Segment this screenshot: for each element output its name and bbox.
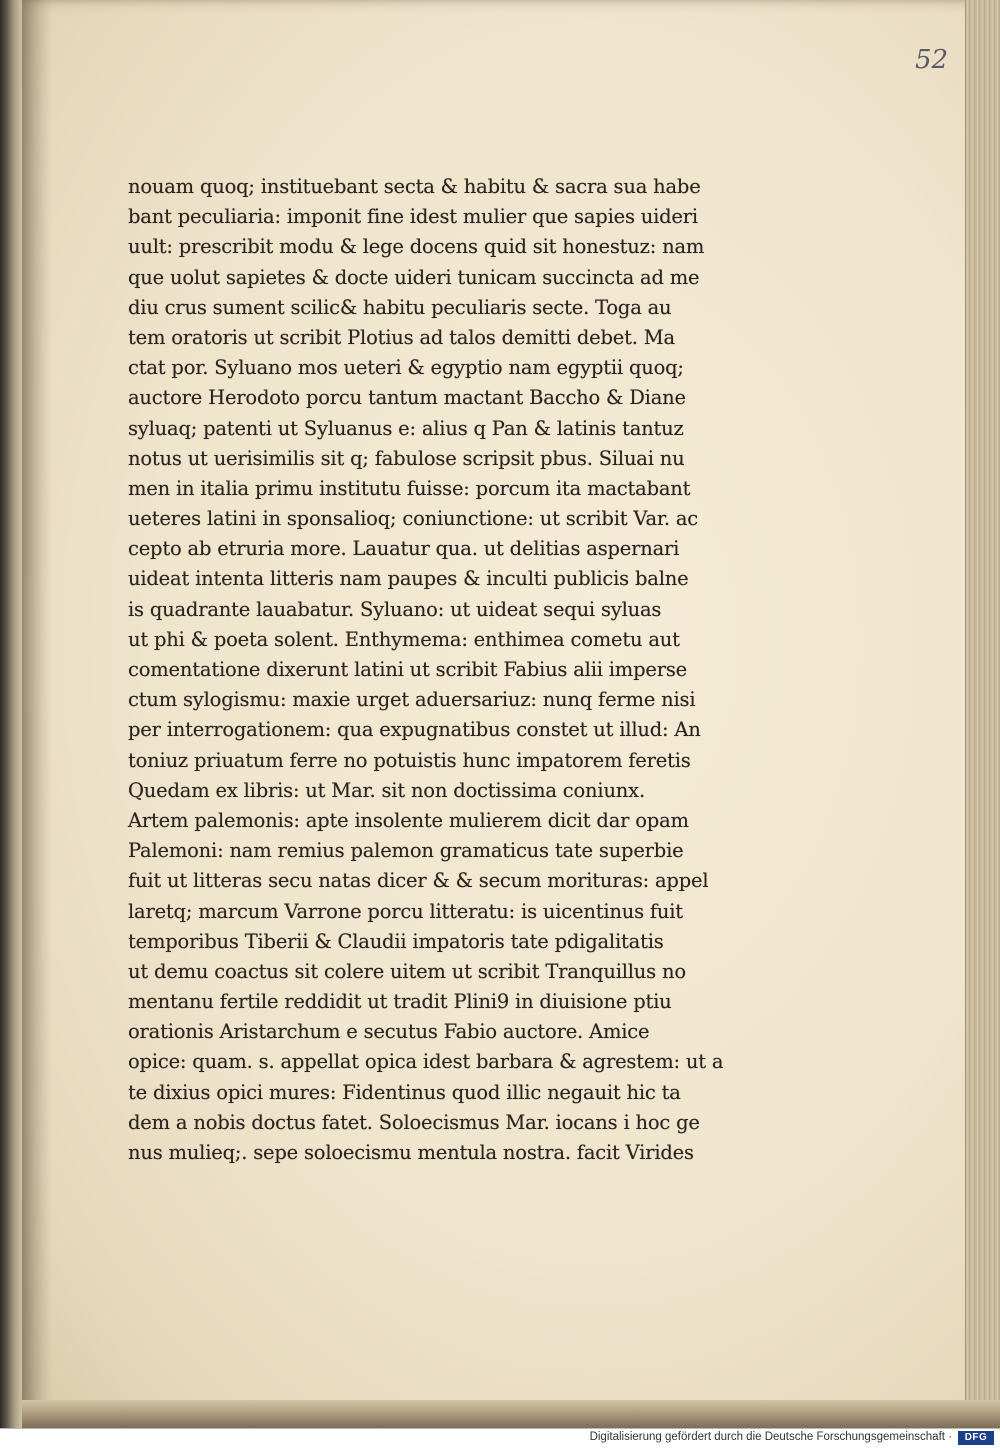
text-line: men in italia primu institutu fuisse: porcum ita mactabant	[128, 476, 691, 500]
text-line: que uolut sapietes & docte uideri tunicam succincta ad me	[128, 265, 700, 289]
dfg-logo-icon: DFG	[958, 1431, 994, 1445]
text-line: auctore Herodoto porcu tantum mactant Baccho & Diane	[128, 386, 686, 410]
text-line: is quadrante lauabatur. Syluano: ut uideat sequi syluas	[128, 597, 662, 621]
text-line: ut demu coactus sit colere uitem ut scribit Tranquillus no	[128, 959, 686, 983]
text-line: comentatione dixerunt latini ut scribit Fabius alii imperse	[128, 658, 687, 681]
text-line: temporibus Tiberii & Claudii impatoris tate pdigalitatis	[128, 929, 664, 953]
text-line: mentanu fertile reddidit ut tradit Plini9 in diuisione ptiu	[128, 990, 672, 1014]
text-line: syluaq; patenti ut Syluanus e: alius q Pan & latinis tantuz	[128, 416, 684, 440]
text-line: te dixius opici mures: Fidentinus quod illic negauit hic ta	[128, 1080, 681, 1104]
printed-text-block	[128, 172, 724, 1168]
text-line: Palemoni: nam remius palemon gramaticus tate superbie	[128, 839, 684, 863]
text-line: ueteres latini in sponsalioq; coniunctione: ut scribit Var. ac	[128, 507, 699, 531]
text-line: tem oratoris ut scribit Plotius ad talos demitti debet. Ma	[128, 325, 675, 349]
text-line: laretq; marcum Varrone porcu litteratu: is uicentinus fuit	[128, 899, 683, 923]
book-spine-edge	[0, 0, 22, 1448]
text-line: nouam quoq; instituebant secta & habitu & sacra sua habe	[128, 175, 701, 198]
text-line: Quedam ex libris: ut Mar. sit non doctissima coniunx.	[128, 778, 645, 802]
text-line: orationis Aristarchum e secutus Fabio auctore. Amice	[128, 1020, 650, 1044]
text-line: cepto ab etruria more. Lauatur qua. ut delitias aspernari	[128, 537, 680, 561]
text-line: per interrogationem: qua expugnatibus constet ut illud: An	[128, 718, 701, 742]
text-line: diu crus sument scilic& habitu peculiaris secte. Toga au	[128, 295, 672, 319]
text-line: ctat por. Syluano mos ueteri & egyptio nam egyptii quoq;	[128, 356, 684, 380]
handwritten-page-number: 52	[915, 45, 949, 75]
text-line: uult: prescribit modu & lege docens quid sit honestuz: nam	[128, 235, 705, 259]
text-line: Artem palemonis: apte insolente mulierem dicit dar opam	[128, 808, 689, 832]
text-line: uideat intenta litteris nam paupes & inculti publicis balne	[128, 567, 689, 591]
gutter-shadow	[22, 0, 52, 1428]
text-line: nus mulieq;. sepe soloecismu mentula nostra. facit Virides	[128, 1141, 694, 1164]
text-line: opice: quam. s. appellat opica idest barbara & agrestem: ut a	[128, 1050, 724, 1074]
text-line: notus ut uerisimilis sit q; fabulose scripsit pbus. Siluai nu	[128, 446, 685, 470]
text-line: bant peculiaria: imponit fine idest mulier que sapies uideri	[128, 205, 698, 229]
text-line: fuit ut litteras secu natas dicer & & secum morituras: appel	[128, 869, 709, 893]
text-line: toniuz priuatum ferre no potuistis hunc impatorem feretis	[128, 748, 691, 772]
text-line: ctum sylogismu: maxie urget aduersariuz: nunq ferme nisi	[128, 688, 696, 712]
footer-credit-text: Digitalisierung gefördert durch die Deutsche Forschungsgemeinschaft ·	[589, 1431, 952, 1443]
page-stack-edge	[965, 0, 1000, 1428]
text-line: ut phi & poeta solent. Enthymema: enthimea cometu aut	[128, 627, 680, 651]
page-bottom-edge	[22, 1400, 1000, 1428]
text-line: dem a nobis doctus fatet. Soloecismus Mar. iocans i hoc ge	[128, 1110, 700, 1134]
